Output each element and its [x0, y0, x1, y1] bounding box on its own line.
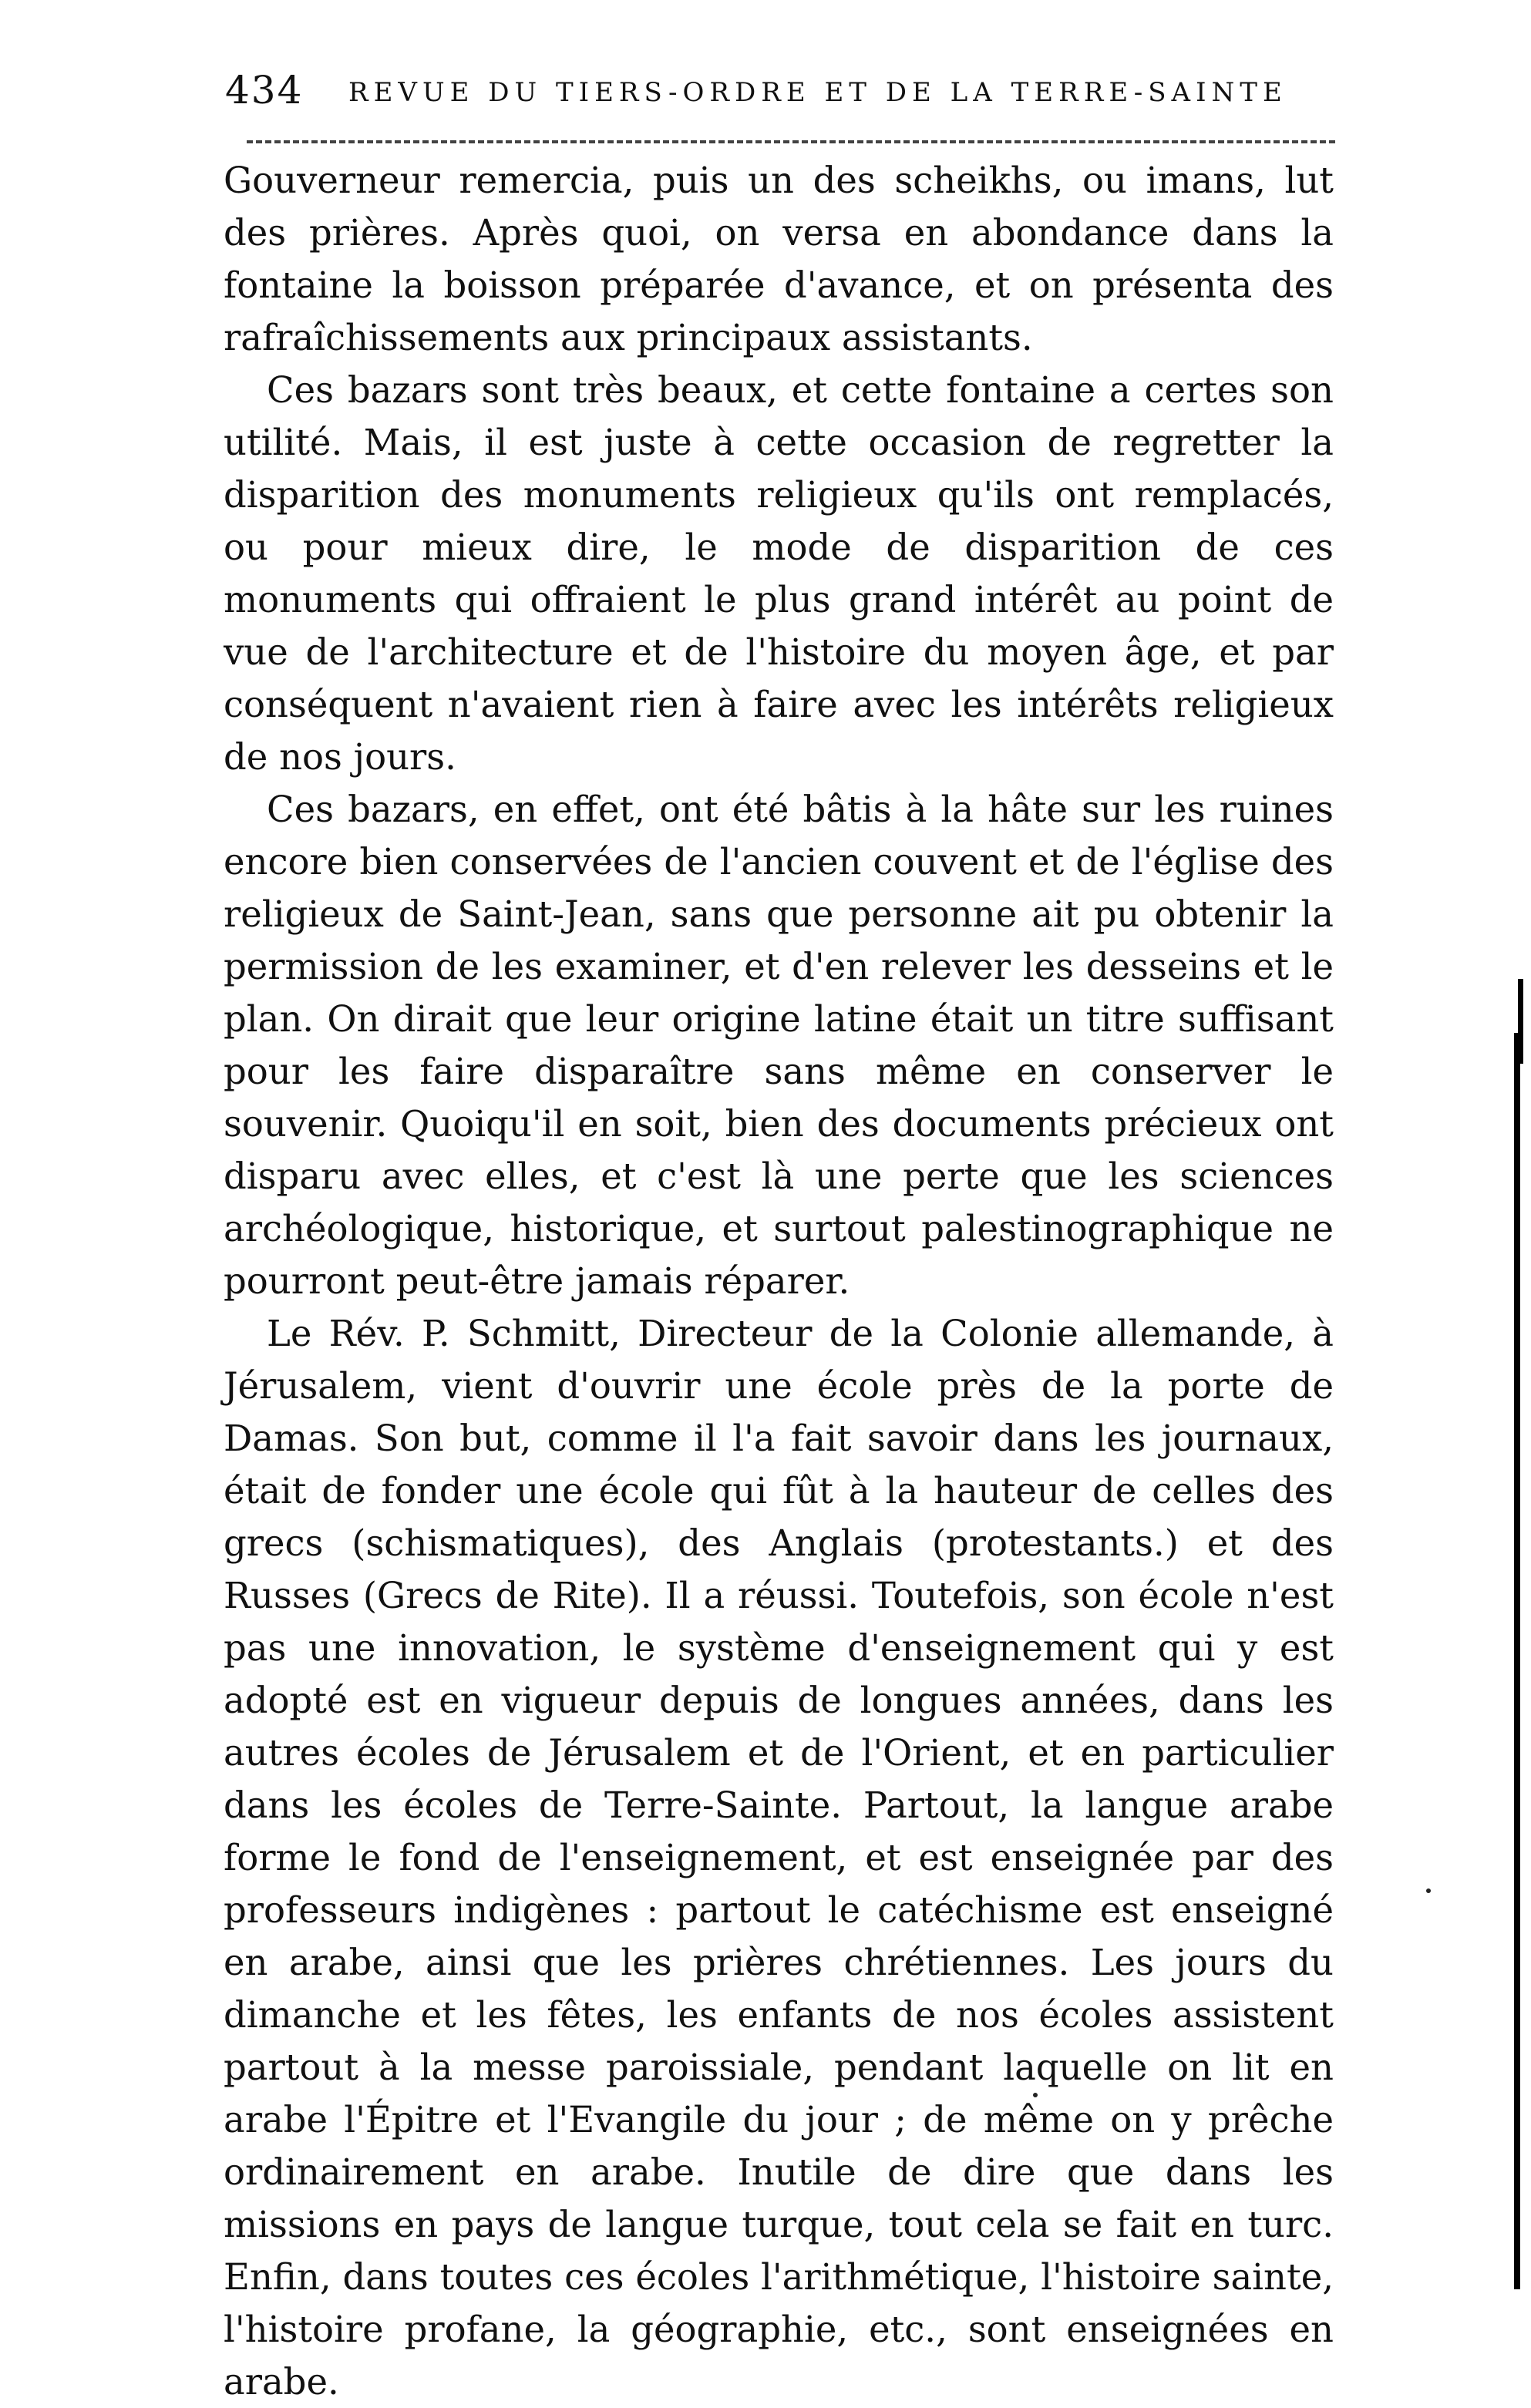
paragraph: Le Rév. P. Schmitt, Directeur de la Colonie allemande, à Jérusalem, vient d'ouvrir une école près de la porte de Damas. Son but, comme il l'a fait savoir dans les journaux, était de fonder une école qui fût à la hauteur de celles des grecs (schismatiques), des Anglais (protestants.) et des Russes (Grecs de Rite). Il a réussi. Toutefois, son école n'est pas une innovation, le système d'enseignement qui y est adopté est en vigueur depuis de longues années, dans les autres écoles de Jérusalem et de l'Orient, et en particulier dans les écoles de Terre-Sainte. Partout, la langue arabe forme le fond de l'enseignement, et est enseignée par des professeurs indigènes : partout le catéchisme est enseigné en arabe, ainsi que les prières chrétiennes. Les jours du dimanche et les fêtes, les enfants de nos écoles assistent partout à la messe paroissiale, pendant laquelle on lit en arabe l'Épitre et l'Evangile du jour ; de même on y prêche ordinairement en arabe. Inutile de dire que dans les missions en pays de langue turque, tout cela se fait en turc. Enfin, dans toutes ces écoles l'arithmétique, l'histoire sainte, l'histoire profane, la géographie, etc., sont enseignées en arabe. — [224, 1313, 1334, 2403]
paragraph: Ces bazars sont très beaux, et cette fontaine a certes son utilité. Mais, il est juste à cette occasion de regretter la disparition des monuments religieux qu'ils ont remplacés, ou pour mieux dire, le mode de disparition de ces monuments qui offraient le plus grand intérêt au point de vue de l'architecture et de l'histoire du moyen âge, et par conséquent n'avaient rien à faire avec les intérêts religieux de nos jours. — [224, 369, 1334, 778]
running-head — [225, 68, 1335, 114]
journal-title: REVUE DU TIERS-ORDRE ET DE LA TERRE-SAINTE — [348, 77, 1287, 108]
page-edge-shadow — [1514, 1033, 1520, 2289]
body-text — [224, 154, 1334, 2408]
paragraph: Ces bazars, en effet, ont été bâtis à la hâte sur les ruines encore bien conservées de l'ancien couvent et de l'église des religieux de Saint-Jean, sans que personne ait pu obtenir la permission de les examiner, et d'en relever les desseins et le plan. On dirait que leur origine latine était un titre suffisant pour les faire disparaître sans même en conserver le souvenir. Quoiqu'il en soit, bien des documents précieux ont disparu avec elles, et c'est là une perte que les sciences archéologique, historique, et surtout palestinographique ne pourront peut-être jamais réparer. — [224, 789, 1334, 1302]
paragraph: Gouverneur remercia, puis un des scheikhs, ou imans, lut des prières. Après quoi, on versa en abondance dans la fontaine la boisson préparée d'avance, et on présenta des rafraîchissements aux principaux assistants. — [224, 160, 1334, 358]
page-number: 434 — [225, 68, 304, 113]
scan-speck — [1033, 2093, 1038, 2097]
header-rule — [247, 140, 1335, 143]
scan-speck — [1426, 1888, 1431, 1893]
